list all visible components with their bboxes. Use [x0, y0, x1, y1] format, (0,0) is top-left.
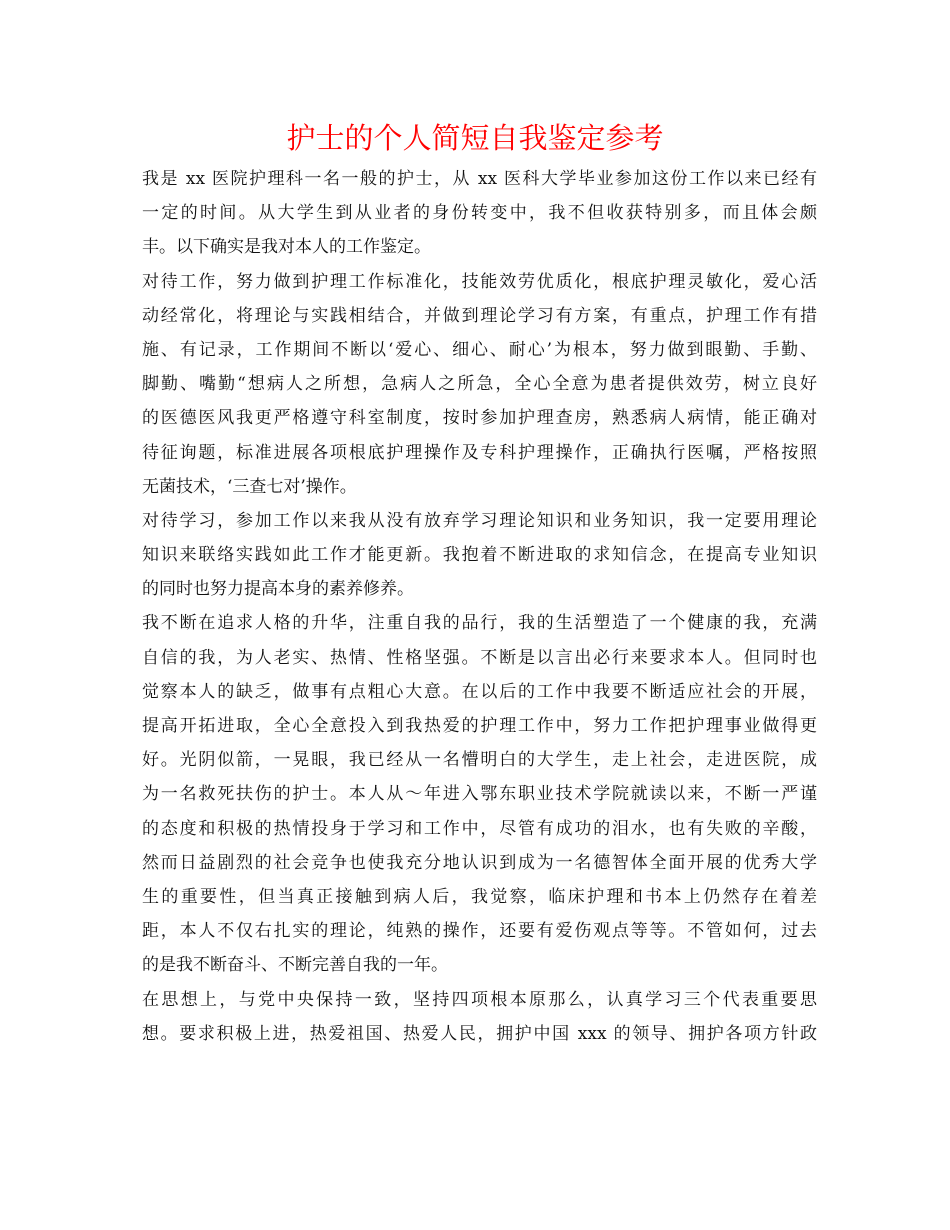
text-line-23: 距，本人不仅右扎实的理论，纯熟的操作，还要有爱伤观点等等。不管如何，过去	[142, 921, 817, 942]
text-line-2: 一定的时间。从大学生到从业者的身份转变中，我不但收获特别多，而且体会颇	[142, 203, 817, 224]
text-line-11: 对待学习，参加工作以来我从没有放弃学习理论知识和业务知识，我一定要用理论	[142, 510, 817, 531]
text-line-9: 待征询题，标准进展各项根底护理操作及专科护理操作，正确执行医嘱，严格按照	[142, 442, 817, 463]
text-line-14: 我不断在追求人格的升华，注重自我的品行，我的生活塑造了一个健康的我，充满	[142, 613, 817, 634]
text-line-7: 脚勤、嘴勤“想病人之所想，急病人之所急，全心全意为患者提供效劳，树立良好	[142, 374, 817, 395]
text-line-10: 无菌技术，‘三查七对’操作。	[142, 476, 357, 497]
text-line-4: 对待工作，努力做到护理工作标准化，技能效劳优质化，根底护理灵敏化，爱心活	[142, 271, 817, 292]
text-line-13: 的同时也努力提高本身的素养修养。	[142, 579, 414, 600]
text-line-3: 丰。以下确实是我对本人的工作鉴定。	[142, 237, 431, 258]
text-line-15: 自信的我，为人老实、热情、性格坚强。不断是以言出必行来要求本人。但同时也	[142, 647, 817, 668]
text-line-20: 的态度和积极的热情投身于学习和工作中，尽管有成功的泪水，也有失败的辛酸，	[142, 818, 817, 839]
text-line-21: 然而日益剧烈的社会竞争也使我充分地认识到成为一名德智体全面开展的优秀大学	[142, 852, 817, 873]
text-line-5: 动经常化，将理论与实践相结合，并做到理论学习有方案，有重点，护理工作有措	[142, 305, 817, 326]
document-title: 护士的个人简短自我鉴定参考	[286, 121, 664, 155]
text-line-25: 在思想上，与党中央保持一致，坚持四项根本原那么，认真学习三个代表重要思	[142, 989, 817, 1010]
text-line-17: 提高开拓进取，全心全意投入到我热爱的护理工作中，努力工作把护理事业做得更	[142, 716, 817, 736]
text-line-16: 觉察本人的缺乏，做事有点粗心大意。在以后的工作中我要不断适应社会的开展，	[142, 681, 817, 702]
text-line-22: 生的重要性，但当真正接触到病人后，我觉察，临床护理和书本上仍然存在着差	[142, 886, 817, 907]
text-line-19: 为一名救死扶伤的护士。本人从～年进入鄂东职业技术学院就读以来，不断一严谨	[142, 784, 817, 805]
text-line-6: 施、有记录，工作期间不断以‘爱心、细心、耐心’为根本，努力做到眼勤、手勤、	[142, 339, 817, 360]
text-line-12: 知识来联络实践如此工作才能更新。我抱着不断进取的求知信念，在提高专业知识	[142, 545, 817, 566]
text-line-8: 的医德医风我更严格遵守科室制度，按时参加护理查房，熟悉病人病情，能正确对	[142, 408, 817, 429]
document-body	[142, 162, 817, 1051]
text-line-26: 想。要求积极上进，热爱祖国、热爱人民，拥护中国 xxx 的领导、拥护各项方针政	[142, 1023, 817, 1044]
text-line-1: 我是 xx 医院护理科一名一般的护士，从 xx 医科大学毕业参加这份工作以来已经有	[142, 169, 817, 189]
text-line-18: 好。光阴似箭，一晃眼，我已经从一名懵明白的大学生，走上社会，走进医院，成	[142, 750, 817, 771]
text-line-24: 的是我不断奋斗、不断完善自我的一年。	[142, 955, 448, 976]
